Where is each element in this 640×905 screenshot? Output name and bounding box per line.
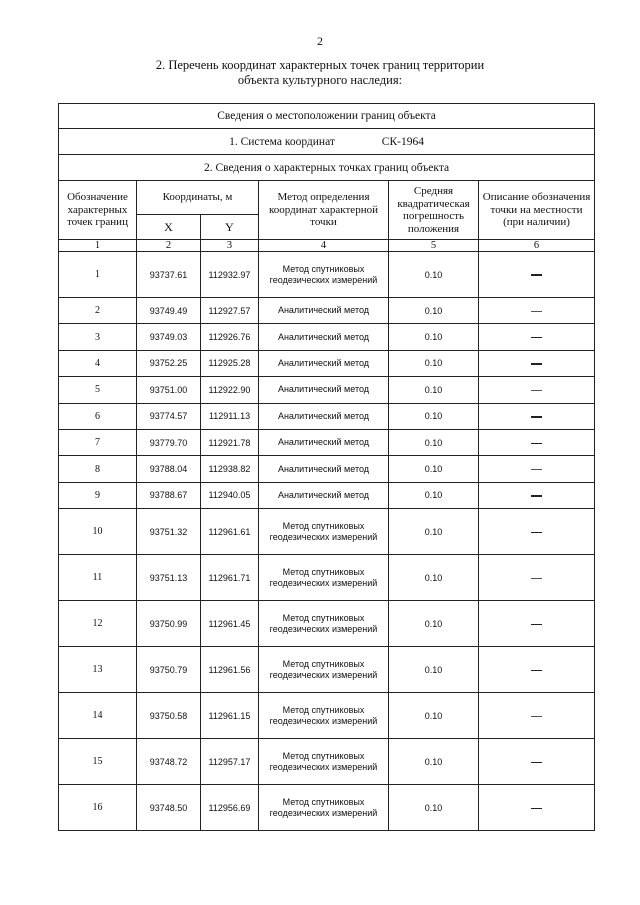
y-coordinate-cell: 112957.17	[201, 739, 259, 785]
column-number: 5	[389, 240, 479, 252]
point-id-cell: 15	[59, 739, 137, 785]
description-cell	[479, 693, 595, 739]
table-row	[59, 403, 595, 429]
x-coordinate-cell: 93737.61	[137, 252, 201, 298]
points-section-title: 2. Сведения о характерных точках границ объекта	[59, 155, 595, 181]
x-coordinate-cell: 93788.04	[137, 456, 201, 482]
x-coordinate-cell: 93788.67	[137, 482, 201, 508]
column-number: 6	[479, 240, 595, 252]
y-coordinate-cell: 112922.90	[201, 377, 259, 403]
dash-mark	[531, 716, 542, 717]
x-coordinate-cell: 93751.00	[137, 377, 201, 403]
header-coordinates: Координаты, м	[137, 181, 259, 215]
heading-line-2: объекта культурного наследия:	[237, 73, 403, 87]
y-coordinate-cell: 112932.97	[201, 252, 259, 298]
method-cell: Метод спутниковых геодезических измерений	[259, 555, 389, 601]
dash-mark	[531, 311, 542, 312]
method-cell: Аналитический метод	[259, 377, 389, 403]
x-coordinate-cell: 93751.32	[137, 509, 201, 555]
y-coordinate-cell: 112925.28	[201, 350, 259, 376]
error-cell: 0.10	[389, 350, 479, 376]
column-number: 4	[259, 240, 389, 252]
table-row	[59, 429, 595, 455]
method-cell: Аналитический метод	[259, 350, 389, 376]
description-cell	[479, 456, 595, 482]
dash-mark	[531, 495, 542, 497]
description-cell	[479, 298, 595, 324]
error-cell: 0.10	[389, 429, 479, 455]
table-row	[59, 601, 595, 647]
description-cell	[479, 647, 595, 693]
table-row	[59, 693, 595, 739]
table-row	[59, 482, 595, 508]
table-row	[59, 298, 595, 324]
description-cell	[479, 324, 595, 350]
y-coordinate-cell: 112911.13	[201, 403, 259, 429]
x-coordinate-cell: 93748.72	[137, 739, 201, 785]
table-row	[59, 377, 595, 403]
coord-system-value: СК-1964	[381, 135, 424, 148]
dash-mark	[531, 363, 542, 365]
dash-mark	[531, 274, 542, 276]
y-coordinate-cell: 112921.78	[201, 429, 259, 455]
point-id-cell: 2	[59, 298, 137, 324]
method-cell: Метод спутниковых геодезических измерений	[259, 739, 389, 785]
method-cell: Метод спутниковых геодезических измерений	[259, 693, 389, 739]
description-cell	[479, 509, 595, 555]
description-cell	[479, 739, 595, 785]
description-cell	[479, 555, 595, 601]
description-cell	[479, 785, 595, 831]
x-coordinate-cell: 93750.58	[137, 693, 201, 739]
method-cell: Метод спутниковых геодезических измерений	[259, 252, 389, 298]
table-row	[59, 739, 595, 785]
method-cell: Аналитический метод	[259, 456, 389, 482]
method-cell: Аналитический метод	[259, 403, 389, 429]
header-designation: Обозначение характерных точек границ	[59, 181, 137, 240]
error-cell: 0.10	[389, 324, 479, 350]
x-coordinate-cell: 93748.50	[137, 785, 201, 831]
error-cell: 0.10	[389, 509, 479, 555]
point-id-cell: 10	[59, 509, 137, 555]
error-cell: 0.10	[389, 482, 479, 508]
dash-mark	[531, 390, 542, 391]
description-cell	[479, 429, 595, 455]
header-y: Y	[201, 215, 259, 240]
error-cell: 0.10	[389, 456, 479, 482]
y-coordinate-cell: 112961.56	[201, 647, 259, 693]
header-description: Описание обозначения точки на местности (при наличии)	[479, 181, 595, 240]
dash-mark	[531, 578, 542, 579]
y-coordinate-cell: 112961.45	[201, 601, 259, 647]
point-id-cell: 1	[59, 252, 137, 298]
point-id-cell: 5	[59, 377, 137, 403]
point-id-cell: 14	[59, 693, 137, 739]
method-cell: Метод спутниковых геодезических измерений	[259, 601, 389, 647]
description-cell	[479, 377, 595, 403]
error-cell: 0.10	[389, 739, 479, 785]
description-cell	[479, 601, 595, 647]
table-row	[59, 785, 595, 831]
error-cell: 0.10	[389, 298, 479, 324]
y-coordinate-cell: 112961.61	[201, 509, 259, 555]
column-number: 3	[201, 240, 259, 252]
column-number: 2	[137, 240, 201, 252]
x-coordinate-cell: 93752.25	[137, 350, 201, 376]
x-coordinate-cell: 93774.57	[137, 403, 201, 429]
point-id-cell: 11	[59, 555, 137, 601]
table-row	[59, 350, 595, 376]
header-x: X	[137, 215, 201, 240]
header-method: Метод определения координат характерной точки	[259, 181, 389, 240]
point-id-cell: 12	[59, 601, 137, 647]
method-cell: Метод спутниковых геодезических измерений	[259, 785, 389, 831]
dash-mark	[531, 670, 542, 672]
error-cell: 0.10	[389, 555, 479, 601]
boundary-points-table	[58, 103, 595, 831]
document-heading	[0, 58, 640, 88]
table-row	[59, 324, 595, 350]
table-row	[59, 647, 595, 693]
x-coordinate-cell: 93750.99	[137, 601, 201, 647]
dash-mark	[531, 532, 542, 534]
point-id-cell: 16	[59, 785, 137, 831]
point-id-cell: 7	[59, 429, 137, 455]
dash-mark	[531, 469, 542, 470]
column-number-row	[59, 240, 595, 252]
description-cell	[479, 252, 595, 298]
error-cell: 0.10	[389, 601, 479, 647]
table-row	[59, 252, 595, 298]
header-error: Средняя квадратическая погрешность положения	[389, 181, 479, 240]
table-row	[59, 456, 595, 482]
section-title: Сведения о местоположении границ объекта	[59, 104, 595, 129]
dash-mark	[531, 762, 542, 764]
table-row	[59, 555, 595, 601]
description-cell	[479, 482, 595, 508]
method-cell: Метод спутниковых геодезических измерений	[259, 647, 389, 693]
method-cell: Аналитический метод	[259, 298, 389, 324]
method-cell: Аналитический метод	[259, 324, 389, 350]
dash-mark	[531, 808, 542, 810]
y-coordinate-cell: 112938.82	[201, 456, 259, 482]
column-number: 1	[59, 240, 137, 252]
method-cell: Метод спутниковых геодезических измерений	[259, 509, 389, 555]
x-coordinate-cell: 93751.13	[137, 555, 201, 601]
error-cell: 0.10	[389, 647, 479, 693]
point-id-cell: 4	[59, 350, 137, 376]
y-coordinate-cell: 112956.69	[201, 785, 259, 831]
coord-system-label: 1. Система координат	[229, 135, 335, 148]
point-id-cell: 3	[59, 324, 137, 350]
x-coordinate-cell: 93779.70	[137, 429, 201, 455]
error-cell: 0.10	[389, 403, 479, 429]
table-row	[59, 509, 595, 555]
dash-mark	[531, 416, 542, 418]
dash-mark	[531, 443, 542, 445]
y-coordinate-cell: 112927.57	[201, 298, 259, 324]
dash-mark	[531, 337, 542, 339]
page-number: 2	[317, 34, 323, 48]
y-coordinate-cell: 112961.71	[201, 555, 259, 601]
coord-system-row	[59, 129, 595, 155]
y-coordinate-cell: 112940.05	[201, 482, 259, 508]
point-id-cell: 9	[59, 482, 137, 508]
heading-line-1: 2. Перечень координат характерных точек границ территории	[155, 58, 485, 72]
error-cell: 0.10	[389, 252, 479, 298]
y-coordinate-cell: 112961.15	[201, 693, 259, 739]
y-coordinate-cell: 112926.76	[201, 324, 259, 350]
x-coordinate-cell: 93750.79	[137, 647, 201, 693]
x-coordinate-cell: 93749.03	[137, 324, 201, 350]
dash-mark	[531, 624, 542, 626]
point-id-cell: 6	[59, 403, 137, 429]
method-cell: Аналитический метод	[259, 429, 389, 455]
point-id-cell: 8	[59, 456, 137, 482]
method-cell: Аналитический метод	[259, 482, 389, 508]
error-cell: 0.10	[389, 785, 479, 831]
description-cell	[479, 403, 595, 429]
x-coordinate-cell: 93749.49	[137, 298, 201, 324]
error-cell: 0.10	[389, 693, 479, 739]
error-cell: 0.10	[389, 377, 479, 403]
point-id-cell: 13	[59, 647, 137, 693]
description-cell	[479, 350, 595, 376]
